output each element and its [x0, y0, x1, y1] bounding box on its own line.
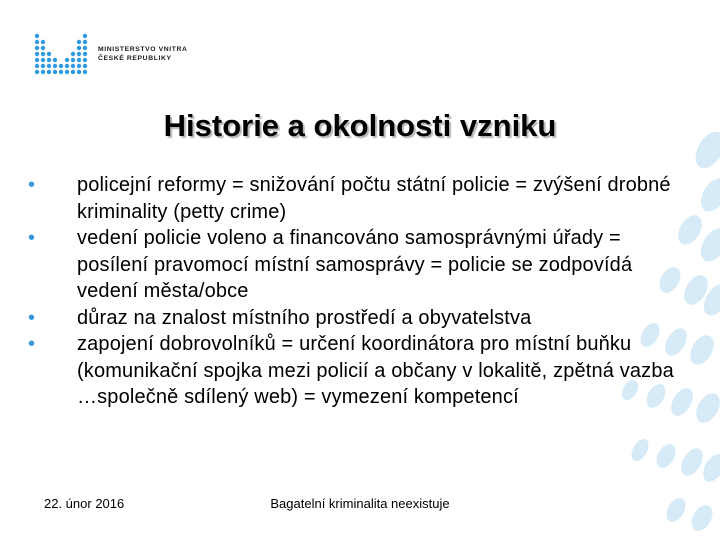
- bullet-item: [28, 172, 680, 225]
- logo-line-1: MINISTERSTVO VNITRA: [98, 46, 188, 53]
- logo-line-2: ČESKÉ REPUBLIKY: [98, 55, 172, 62]
- bullet-text: důraz na znalost místního prostředí a obyvatelstva: [77, 306, 532, 329]
- bullet-item: [28, 305, 680, 332]
- bullet-marker: •: [28, 174, 36, 196]
- slide-title: Historie a okolnosti vzniku: [163, 108, 557, 143]
- bullet-item: [28, 225, 680, 305]
- bullet-marker: •: [28, 227, 36, 249]
- bullet-item: [28, 331, 680, 411]
- bullet-list: [28, 172, 680, 411]
- footer-title: Bagatelní kriminalita neexistuje: [270, 496, 450, 511]
- ministry-logo-icon: [34, 32, 92, 78]
- footer-date: 22. únor 2016: [44, 496, 125, 511]
- ministry-logo: [34, 32, 204, 82]
- bullet-marker: •: [28, 306, 36, 329]
- logo-text: [98, 45, 188, 63]
- bullet-marker: •: [28, 333, 36, 355]
- bullet-text: vedení policie voleno a financováno samosprávnými úřady = posílení pravomocí místní samosprávy = policie se zodpovídá vedení města/obce: [77, 227, 633, 302]
- bullet-text: policejní reformy = snižování počtu státní policie = zvýšení drobné kriminality (petty crime): [77, 174, 671, 223]
- bullet-text: zapojení dobrovolníků = určení koordinátora pro místní buňku (komunikační spojka mezi policií a občany v lokalitě, zpětná vazba …společně sdílený web) = vymezení kompetencí: [77, 333, 674, 408]
